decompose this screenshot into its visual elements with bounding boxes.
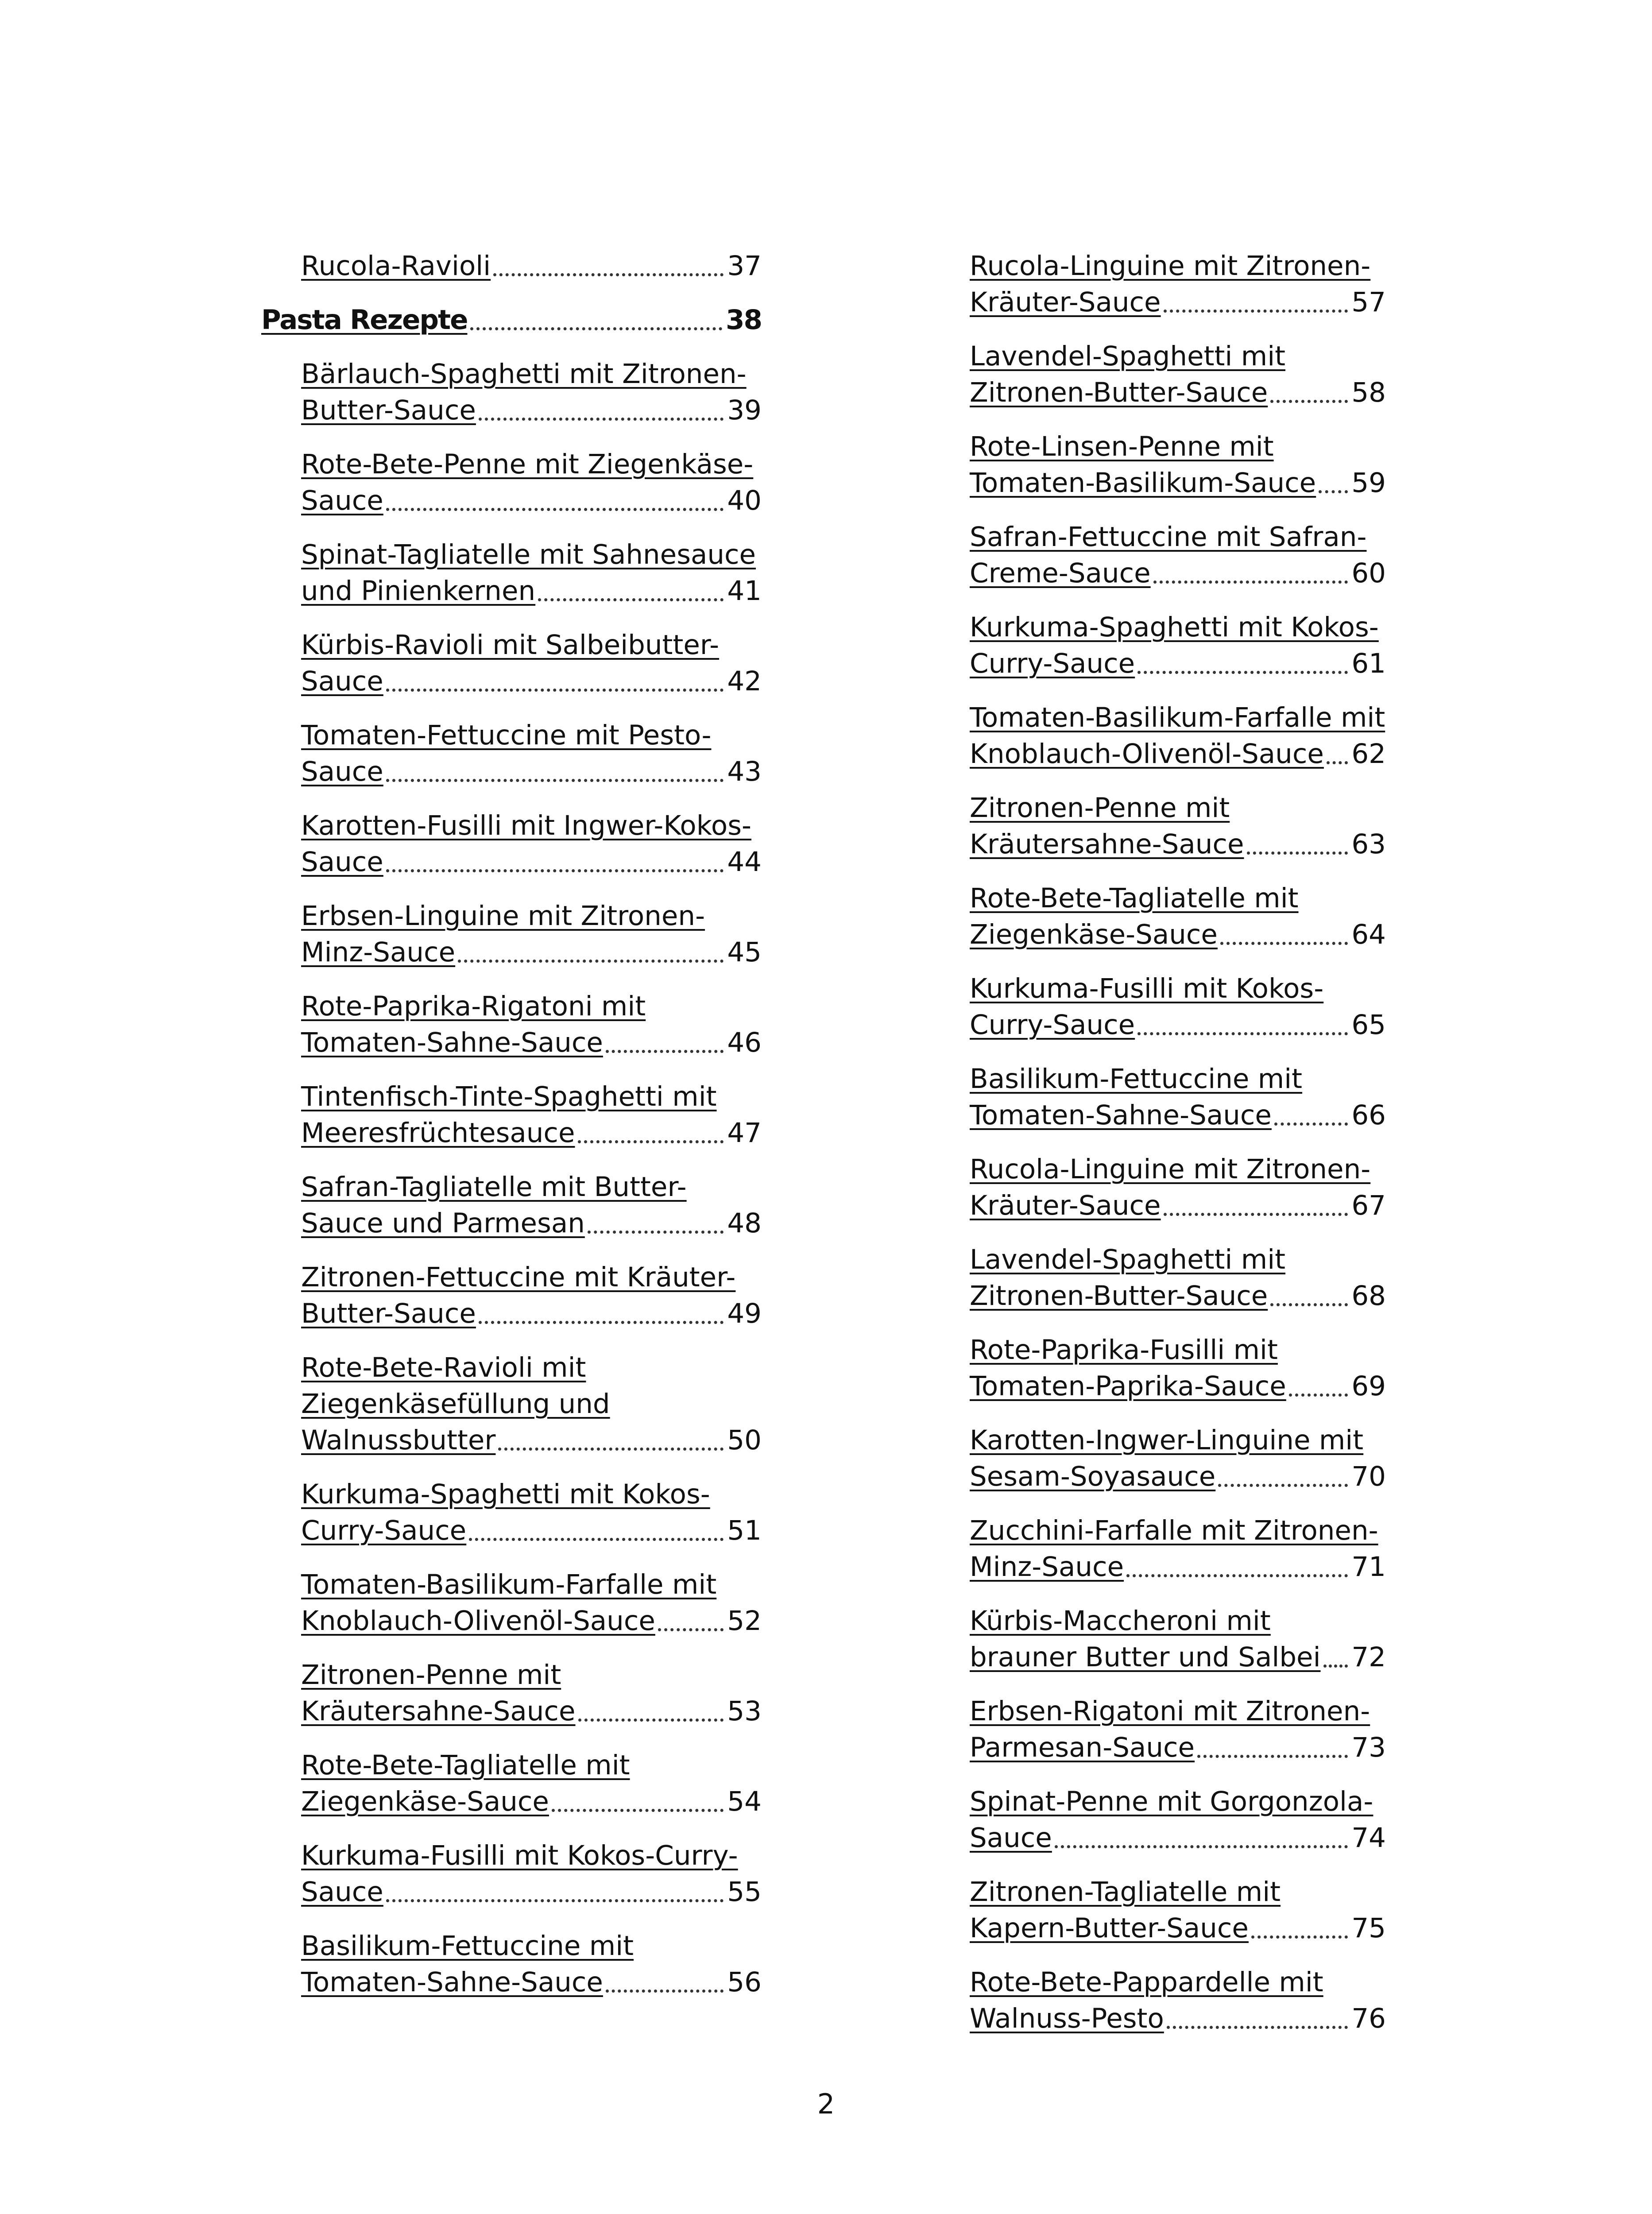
toc-entry-page-number[interactable]: 38 [722, 302, 762, 338]
dot-leader [386, 866, 724, 872]
toc-entry-title[interactable]: Karotten-Ingwer-Linguine mit Sesam-Soyasauce [970, 1424, 1364, 1492]
toc-entry[interactable] [970, 790, 1386, 863]
toc-entry-page-number[interactable]: 72 [1348, 1639, 1386, 1676]
dot-leader [386, 685, 724, 692]
toc-entry[interactable] [970, 338, 1386, 411]
dot-leader [1274, 1119, 1348, 1126]
toc-entry[interactable] [301, 717, 762, 790]
toc-entry[interactable] [970, 1242, 1386, 1314]
toc-entry-title[interactable]: Rote-Bete-Pappardelle mit Walnuss-Pesto [970, 1966, 1323, 2034]
dot-leader [1220, 938, 1348, 945]
toc-entry-page-number[interactable]: 54 [723, 1784, 762, 1820]
toc-entry-page-number[interactable]: 43 [723, 754, 762, 790]
toc-entry-page-number[interactable]: 51 [723, 1513, 762, 1549]
toc-entry-title[interactable]: Rucola-Linguine mit Zitronen-Kräuter-Sauce [970, 250, 1371, 318]
toc-entry[interactable] [301, 1838, 762, 1910]
toc-entry-title[interactable]: Kurkuma-Spaghetti mit Kokos-Curry-Sauce [970, 612, 1379, 679]
toc-entry-page-number[interactable]: 37 [723, 248, 762, 284]
toc-entry-title[interactable]: Kürbis-Ravioli mit Salbeibutter-Sauce [301, 629, 720, 697]
toc-entry-page-number[interactable]: 61 [1348, 646, 1386, 682]
dot-leader [479, 414, 723, 421]
toc-entry-page-number[interactable]: 42 [723, 663, 762, 700]
toc-entry-page-number[interactable]: 62 [1348, 736, 1386, 772]
dot-leader [1270, 396, 1348, 403]
toc-entry-title[interactable]: Karotten-Fusilli mit Ingwer-Kokos-Sauce [301, 810, 751, 878]
dot-leader [386, 1896, 724, 1902]
toc-entry-page-number[interactable]: 52 [723, 1603, 762, 1639]
toc-entry[interactable] [970, 609, 1386, 682]
toc-entry[interactable] [301, 446, 762, 519]
toc-entry[interactable] [970, 248, 1386, 321]
toc-entry[interactable] [970, 1332, 1386, 1405]
toc-entry-title[interactable]: Safran-Tagliatelle mit Butter-Sauce und Parmesan [301, 1171, 687, 1239]
toc-entry[interactable] [970, 429, 1386, 501]
toc-entry[interactable] [301, 1169, 762, 1242]
toc-entry[interactable] [301, 1567, 762, 1639]
toc-entry[interactable] [301, 627, 762, 700]
dot-leader [1153, 577, 1348, 584]
toc-entry-title[interactable]: Zitronen-Tagliatelle mit Kapern-Butter-Sauce [970, 1876, 1281, 1944]
toc-entry-page-number[interactable]: 50 [723, 1422, 762, 1459]
toc-entry[interactable] [970, 1513, 1386, 1585]
toc-entry[interactable] [970, 971, 1386, 1043]
dot-leader [588, 1227, 724, 1234]
toc-right-column [930, 248, 1386, 2055]
toc-entry-title[interactable]: Rucola-Ravioli [301, 250, 491, 282]
toc-entry[interactable] [970, 1151, 1386, 1224]
toc-entry[interactable] [301, 1657, 762, 1730]
toc-entry-title[interactable]: Kurkuma-Fusilli mit Kokos-Curry-Sauce [301, 1840, 738, 1908]
toc-entry-title[interactable]: Rote-Linsen-Penne mit Tomaten-Basilikum-Sauce [970, 431, 1316, 499]
toc-entry-page-number[interactable]: 60 [1348, 555, 1386, 592]
toc-entry-page-number[interactable]: 39 [723, 392, 762, 429]
dot-leader [606, 1046, 723, 1053]
dot-leader [1218, 1480, 1348, 1487]
dot-leader [469, 1534, 723, 1541]
dot-leader [1247, 848, 1348, 855]
toc-entry-page-number[interactable]: 67 [1348, 1188, 1386, 1224]
toc-entry[interactable] [970, 519, 1386, 592]
dot-leader [1164, 306, 1348, 313]
toc-entry-page-number[interactable]: 74 [1348, 1820, 1386, 1856]
toc-entry-page-number[interactable]: 66 [1348, 1097, 1386, 1134]
toc-entry-page-number[interactable]: 58 [1348, 375, 1386, 411]
dot-leader [1164, 1209, 1348, 1216]
toc-entry-title[interactable]: Rote-Bete-Ravioli mit Ziegenkäsefüllung und Walnussbutter [301, 1352, 610, 1456]
toc-entry-title[interactable]: Tomaten-Basilikum-Farfalle mit Knoblauch-Olivenöl-Sauce [301, 1569, 717, 1637]
toc-entry-title[interactable]: Zitronen-Fettuccine mit Kräuter-Butter-Sauce [301, 1262, 736, 1329]
toc-entry[interactable] [970, 1964, 1386, 2037]
toc-entry-page-number[interactable]: 71 [1348, 1549, 1386, 1585]
toc-entry-page-number[interactable]: 59 [1348, 465, 1386, 501]
toc-entry-title[interactable]: Zitronen-Penne mit Kräutersahne-Sauce [970, 792, 1244, 860]
toc-entry-page-number[interactable]: 47 [723, 1115, 762, 1151]
toc-entry-title[interactable]: Rote-Paprika-Fusilli mit Tomaten-Paprika-Sauce [970, 1334, 1286, 1402]
toc-entry-title[interactable]: Spinat-Tagliatelle mit Sahnesauce und Pinienkernen [301, 539, 756, 607]
toc-entry[interactable] [301, 1476, 762, 1549]
toc-entry-page-number[interactable]: 70 [1348, 1459, 1386, 1495]
toc-entry-title[interactable]: Zitronen-Penne mit Kräutersahne-Sauce [301, 1659, 576, 1727]
toc-entry-title[interactable]: Tomaten-Basilikum-Farfalle mit Knoblauch-Olivenöl-Sauce [970, 702, 1385, 770]
toc-entry-title[interactable]: Rote-Bete-Tagliatelle mit Ziegenkäse-Sauce [301, 1750, 630, 1817]
toc-entry[interactable] [301, 537, 762, 609]
toc-entry[interactable] [301, 248, 762, 284]
toc-entry-title[interactable]: Basilikum-Fettuccine mit Tomaten-Sahne-Sauce [301, 1930, 634, 1998]
toc-entry[interactable] [970, 1061, 1386, 1134]
toc-entry-page-number[interactable]: 45 [723, 934, 762, 971]
toc-entry-title[interactable]: Rote-Paprika-Rigatoni mit Tomaten-Sahne-Sauce [301, 991, 646, 1058]
dot-leader [658, 1625, 723, 1631]
toc-entry-page-number[interactable]: 55 [723, 1874, 762, 1910]
toc-entry-title[interactable]: Rote-Bete-Tagliatelle mit Ziegenkäse-Sauce [970, 883, 1299, 950]
toc-entry[interactable] [970, 1784, 1386, 1856]
toc-entry-page-number[interactable]: 64 [1348, 917, 1386, 953]
toc-entry[interactable] [301, 1350, 762, 1459]
dot-leader [1270, 1300, 1348, 1306]
dot-leader [1137, 667, 1348, 674]
dot-leader [470, 324, 723, 330]
page-number: 2 [817, 2088, 835, 2120]
dot-leader [578, 1137, 724, 1143]
toc-entry[interactable] [970, 1422, 1386, 1495]
dot-leader [1323, 1661, 1348, 1668]
dot-leader [1289, 1390, 1348, 1397]
dot-leader [386, 775, 724, 782]
toc-entry[interactable] [970, 880, 1386, 953]
dot-leader [538, 595, 723, 601]
toc-entry[interactable] [970, 1693, 1386, 1766]
dot-leader [458, 956, 723, 963]
toc-entry-title[interactable]: Kürbis-Maccheroni mit brauner Butter und Salbei [970, 1605, 1321, 1673]
toc-entry-title[interactable]: Kurkuma-Fusilli mit Kokos-Curry-Sauce [970, 973, 1324, 1041]
dot-leader [1197, 1751, 1348, 1758]
toc-entry-title[interactable]: Pasta Rezepte [261, 304, 468, 336]
toc-entry-page-number[interactable]: 73 [1348, 1730, 1386, 1766]
toc-left-column [261, 248, 762, 2018]
toc-entry-page-number[interactable]: 63 [1348, 826, 1386, 863]
toc-entry[interactable] [301, 356, 762, 429]
toc-entry-page-number[interactable]: 48 [723, 1205, 762, 1242]
toc-entry-title[interactable]: Rote-Bete-Penne mit Ziegenkäse-Sauce [301, 449, 754, 516]
toc-entry-title[interactable]: Lavendel-Spaghetti mit Zitronen-Butter-Sauce [970, 341, 1286, 408]
toc-entry-page-number[interactable]: 57 [1348, 284, 1386, 321]
toc-entry[interactable] [301, 1079, 762, 1151]
toc-entry[interactable] [301, 1928, 762, 2001]
dot-leader [1327, 758, 1348, 764]
dot-leader [386, 504, 724, 511]
toc-entry[interactable] [970, 700, 1386, 772]
toc-entry-title[interactable]: Erbsen-Rigatoni mit Zitronen-Parmesan-Sauce [970, 1695, 1370, 1763]
dot-leader [1251, 1932, 1348, 1939]
toc-entry-page-number[interactable]: 76 [1348, 2001, 1386, 2037]
toc-entry-page-number[interactable]: 53 [723, 1693, 762, 1730]
dot-leader [479, 1317, 723, 1324]
toc-entry[interactable] [301, 808, 762, 880]
toc-entry-title[interactable]: Basilikum-Fettuccine mit Tomaten-Sahne-Sauce [970, 1063, 1303, 1131]
dot-leader [552, 1805, 723, 1812]
toc-entry-page-number[interactable]: 41 [723, 573, 762, 609]
toc-entry-page-number[interactable]: 40 [723, 483, 762, 519]
toc-entry-title[interactable]: Spinat-Penne mit Gorgonzola-Sauce [970, 1786, 1373, 1854]
toc-entry-page-number[interactable]: 44 [723, 844, 762, 880]
toc-entry[interactable] [301, 1747, 762, 1820]
toc-entry-title[interactable]: Bärlauch-Spaghetti mit Zitronen-Butter-Sauce [301, 358, 747, 426]
dot-leader [606, 1986, 723, 1993]
toc-entry-title[interactable]: Zucchini-Farfalle mit Zitronen-Minz-Sauce [970, 1515, 1378, 1583]
toc-entry-page-number[interactable]: 56 [723, 1964, 762, 2001]
toc-entry[interactable] [301, 898, 762, 971]
toc-entry[interactable] [970, 1603, 1386, 1676]
toc-entry-title[interactable]: Kurkuma-Spaghetti mit Kokos-Curry-Sauce [301, 1479, 710, 1546]
toc-entry-title[interactable]: Tintenfisch-Tinte-Spaghetti mit Meeresfrüchtesauce [301, 1081, 717, 1149]
toc-entry[interactable] [301, 1259, 762, 1332]
dot-leader [493, 270, 723, 276]
dot-leader [1055, 1842, 1348, 1848]
toc-entry-page-number[interactable]: 75 [1348, 1910, 1386, 1947]
toc-entry-page-number[interactable]: 46 [723, 1025, 762, 1061]
toc-entry-page-number[interactable]: 65 [1348, 1007, 1386, 1043]
dot-leader [1319, 487, 1348, 493]
toc-entry-title[interactable]: Tomaten-Fettuccine mit Pesto-Sauce [301, 720, 712, 787]
dot-leader [578, 1715, 724, 1722]
dot-leader [1167, 2022, 1348, 2029]
toc-entry-title[interactable]: Lavendel-Spaghetti mit Zitronen-Butter-Sauce [970, 1244, 1286, 1312]
toc-entry[interactable] [970, 1874, 1386, 1947]
toc-entry-page-number[interactable]: 68 [1348, 1278, 1386, 1314]
dot-leader [1126, 1571, 1348, 1577]
toc-entry-title[interactable]: Erbsen-Linguine mit Zitronen-Minz-Sauce [301, 900, 705, 968]
toc-entry-page-number[interactable]: 69 [1348, 1368, 1386, 1405]
toc-section-heading[interactable] [261, 302, 762, 338]
dot-leader [1137, 1029, 1348, 1035]
dot-leader [498, 1444, 723, 1451]
toc-entry-title[interactable]: Safran-Fettuccine mit Safran-Creme-Sauce [970, 521, 1367, 589]
toc-entry-title[interactable]: Rucola-Linguine mit Zitronen-Kräuter-Sauce [970, 1153, 1371, 1221]
toc-entry-page-number[interactable]: 49 [723, 1296, 762, 1332]
toc-entry[interactable] [301, 988, 762, 1061]
